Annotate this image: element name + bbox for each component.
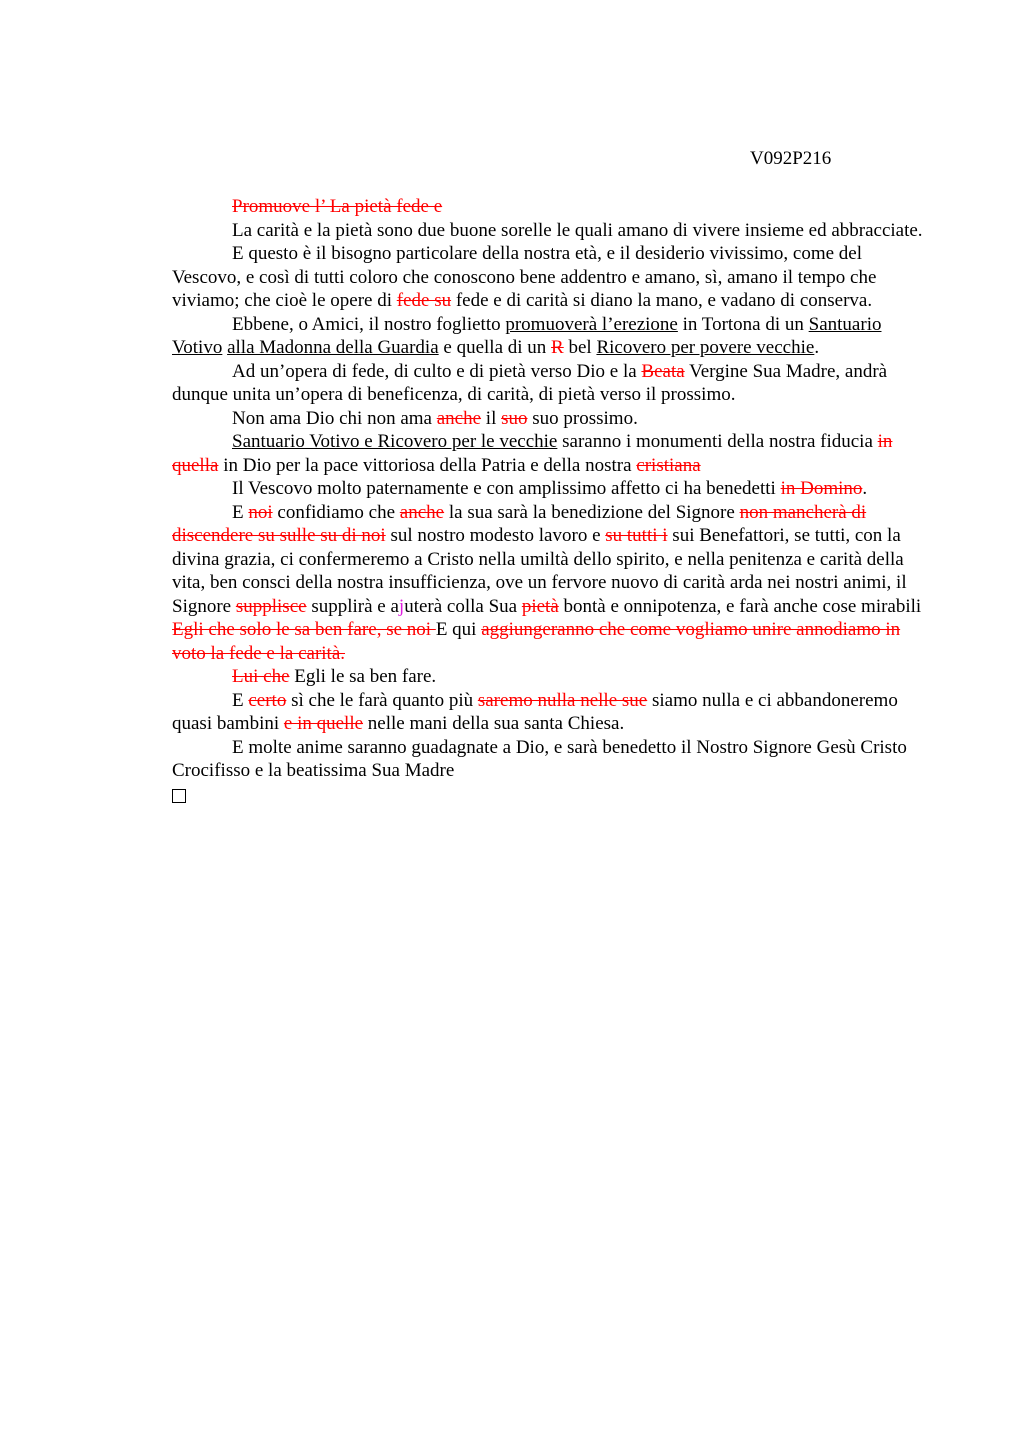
paragraph (172, 407, 932, 431)
paragraph (172, 313, 932, 360)
text-run: nelle mani della sua santa Chiesa. (363, 713, 625, 734)
deleted-text: e in quelle (283, 713, 364, 734)
text-run: fede e di carità si diano la mano, e vadano di conserva. (451, 290, 873, 311)
text-run: siamo nulla e ci abbandoneremo quasi bambini (172, 689, 898, 734)
deleted-text: pietà (521, 595, 559, 617)
underlined-text: Ricovero per povere vecchie (596, 337, 815, 358)
deleted-text: saremo nulla nelle sue (477, 689, 648, 711)
paragraph (172, 665, 932, 689)
text-run: Il Vescovo molto paternamente e con amplissimo affetto ci ha benedetti (232, 478, 781, 499)
deleted-text: Egli che solo le sa ben fare, se noi (172, 619, 436, 640)
paragraph (172, 219, 932, 243)
deleted-text: su tutti i (605, 525, 668, 546)
text-run: bontà e onnipotenza, e farà anche cose mirabili (558, 595, 922, 617)
deleted-text: R (551, 337, 564, 358)
text-run: la sua sarà la benedizione del Signore (444, 501, 740, 523)
deleted-text: in quella (172, 431, 893, 476)
paragraph (172, 477, 932, 501)
text-run: uterà colla Sua (404, 595, 522, 617)
paragraph (172, 736, 932, 783)
paragraph (172, 360, 932, 407)
text-run: sul nostro modesto lavoro e (385, 525, 606, 546)
underlined-text: promuoverà l’erezione (505, 313, 678, 335)
end-mark-box (172, 789, 186, 803)
text-run: E (232, 501, 249, 523)
paragraph (172, 195, 932, 219)
deleted-text: in Domino (780, 478, 863, 499)
deleted-text: Lui che (232, 666, 290, 687)
text-run: suo prossimo. (527, 407, 638, 429)
text-run: saranno i monumenti della nostra fiducia (557, 431, 878, 452)
deleted-text: aggiungeranno che come vogliamo unire annodiamo in voto la fede e la carità. (172, 619, 901, 664)
deleted-text: Beata (641, 360, 685, 382)
deleted-text: anche (399, 501, 445, 523)
text-run: Egli le sa ben fare. (289, 666, 437, 687)
paragraph (172, 501, 932, 666)
deleted-text: supplisce (235, 595, 307, 617)
text-run: in Dio per la pace vittoriosa della Patria e della nostra (218, 454, 637, 476)
text-run: . (862, 478, 868, 499)
text-run: supplirà e a (306, 595, 399, 617)
document-id: V092P216 (750, 148, 832, 169)
text-run: confidiamo che (272, 501, 400, 523)
paragraph (172, 430, 932, 477)
deleted-text: fede su (396, 290, 452, 311)
text-run: . (814, 337, 820, 358)
text-run: Ebbene, o Amici, il nostro foglietto (232, 313, 506, 335)
text-run: E molte anime saranno guadagnate a Dio, e sarà benedetto il Nostro Signore Gesù Cristo Crocifisso e la beatissima Sua Madre (172, 736, 907, 781)
deleted-text: certo (248, 689, 287, 711)
deleted-text: cristiana (636, 454, 701, 476)
deleted-text: suo (501, 407, 528, 429)
paragraph (172, 242, 932, 313)
text-run: Ad un’opera di fede, di culto e di pietà verso Dio e la (232, 360, 642, 382)
paragraph (172, 689, 932, 736)
text-run: E qui (435, 619, 482, 640)
text-run: il (481, 407, 502, 429)
text-run: sì che le farà quanto più (286, 689, 478, 711)
deleted-text: anche (436, 407, 482, 429)
deleted-text: noi (248, 501, 273, 523)
text-run: E questo è il bisogno particolare della nostra età, e il desiderio vivissimo, come del Vescovo, e così di tutti coloro che conoscono bene addentro e amano, sì, amano il tempo che viviamo; che cioè le opere di (172, 243, 877, 311)
deleted-text: non mancherà di discendere su sulle su di noi (172, 501, 867, 546)
document-body (172, 195, 932, 809)
inserted-letter: j (398, 595, 405, 617)
text-run: Non ama Dio chi non ama (232, 407, 437, 429)
deleted-text: Promuove l’ La pietà fede e (232, 196, 443, 217)
underlined-text: Santuario Votivo e Ricovero per le vecchie (232, 431, 558, 452)
text-run: bel (563, 337, 597, 358)
text-run: sui Benefattori, se tutti, con la divina grazia, ci confermeremo a Cristo nella umiltà dello spirito, e nella penitenza e carità della vita, ben consci della nostra insufficienza, ove un fervore nuovo di carità arda nei nostri animi, il Signore (172, 525, 907, 617)
underlined-text: alla Madonna della Guardia (227, 337, 439, 358)
text-run: e quella di un (438, 337, 552, 358)
text-run: Vergine Sua Madre, andrà dunque unita un’opera di beneficenza, di carità, di pietà verso il prossimo. (172, 360, 888, 405)
underlined-text: Santuario Votivo (172, 313, 882, 358)
text-run: La carità e la pietà sono due buone sorelle le quali amano di vivere insieme ed abbracciate. (232, 219, 923, 241)
text-run: in Tortona di un (677, 313, 809, 335)
text-run: E (232, 689, 249, 711)
